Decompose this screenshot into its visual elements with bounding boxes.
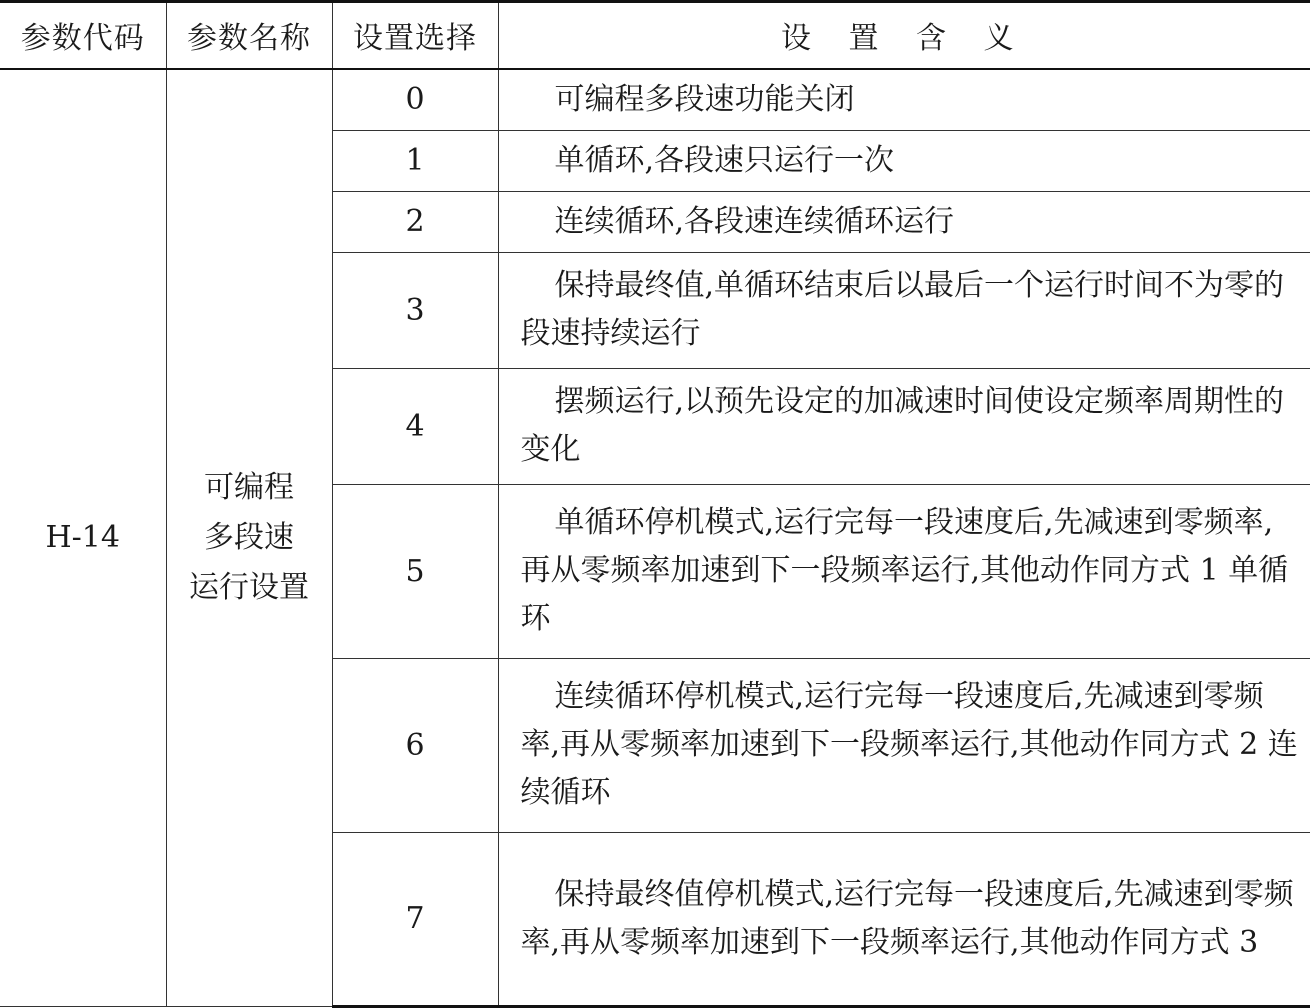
meaning-text: 单循环停机模式,运行完每一段速度后,先减速到零频率,再从零频率加速到下一段频率运行,其他动作同方式 1 单循环 <box>520 505 1289 636</box>
option-cell: 6 <box>332 658 498 832</box>
meaning-text: 连续循环,各段速连续循环运行 <box>554 203 955 239</box>
option-cell: 5 <box>332 484 498 658</box>
meaning-cell <box>498 658 1310 832</box>
meaning-text: 连续循环停机模式,运行完每一段速度后,先减速到零频率,再从零频率加速到下一段频率运行,其他动作同方式 2 连续循环 <box>520 679 1298 810</box>
option-cell: 4 <box>332 368 498 484</box>
param-name-line: 多段速 <box>204 519 294 555</box>
meaning-cell <box>498 130 1310 191</box>
meaning-text: 保持最终值停机模式,运行完每一段速度后,先减速到零频率,再从零频率加速到下一段频率运行,其他动作同方式 3 <box>520 876 1294 960</box>
param-code-cell: H-14 <box>0 69 166 1007</box>
header-row <box>0 2 1310 69</box>
header-setting-meaning: 设 置 含 义 <box>498 2 1310 69</box>
meaning-cell <box>498 368 1310 484</box>
table-body <box>0 69 1310 1007</box>
meaning-text: 单循环,各段速只运行一次 <box>554 142 895 178</box>
option-cell: 2 <box>332 191 498 252</box>
meaning-cell <box>498 191 1310 252</box>
meaning-text: 保持最终值,单循环结束后以最后一个运行时间不为零的段速持续运行 <box>520 268 1285 351</box>
meaning-cell <box>498 832 1310 1006</box>
option-cell: 7 <box>332 832 498 1006</box>
header-param-name: 参数名称 <box>166 2 332 69</box>
option-cell: 0 <box>332 69 498 131</box>
option-cell: 3 <box>332 252 498 368</box>
meaning-text: 摆频运行,以预先设定的加减速时间使设定频率周期性的变化 <box>520 384 1285 467</box>
header-param-code: 参数代码 <box>0 2 166 69</box>
meaning-cell <box>498 69 1310 131</box>
meaning-cell <box>498 484 1310 658</box>
param-name-line: 可编程 <box>204 469 294 505</box>
meaning-text: 可编程多段速功能关闭 <box>554 81 855 117</box>
meaning-cell <box>498 252 1310 368</box>
table-header <box>0 2 1310 69</box>
param-name-line: 运行设置 <box>189 569 309 605</box>
table-row <box>0 69 1310 131</box>
param-name-cell <box>166 69 332 1007</box>
header-setting-option: 设置选择 <box>332 2 498 69</box>
option-cell: 1 <box>332 130 498 191</box>
